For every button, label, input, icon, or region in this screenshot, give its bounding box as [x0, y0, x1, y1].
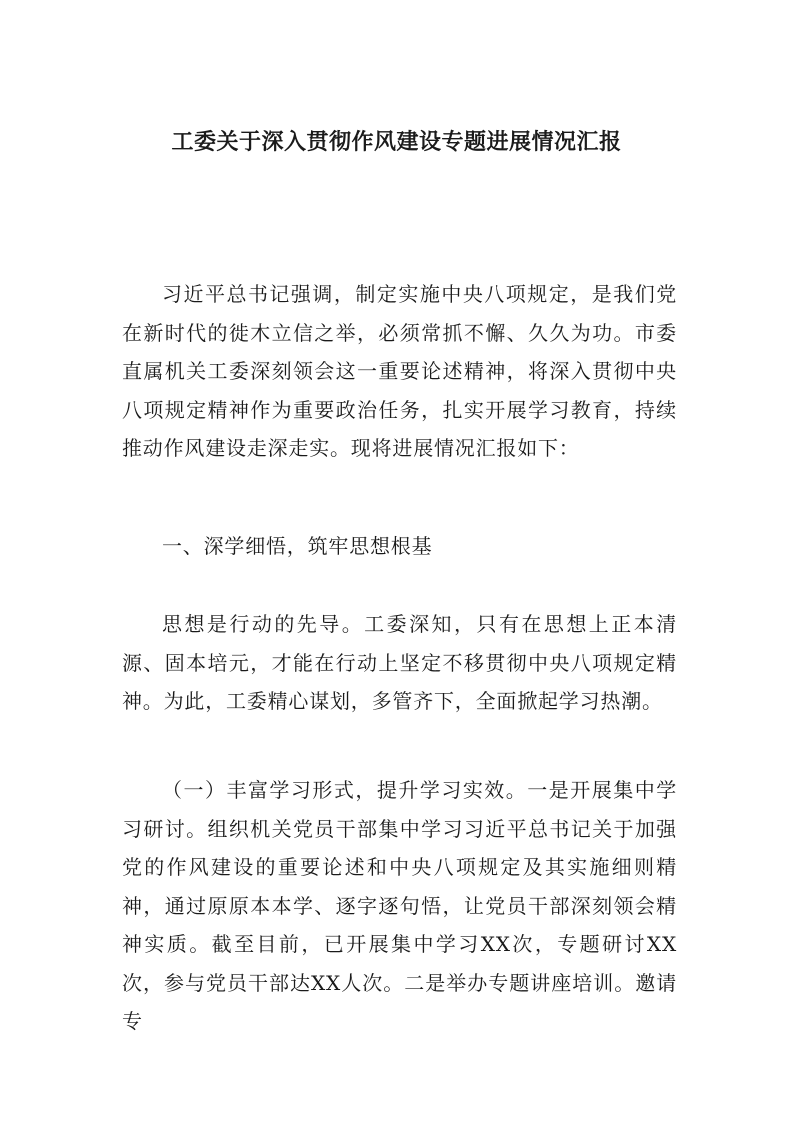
section-paragraph: 思想是行动的先导。工委深知，只有在思想上正本清源、固本培元，才能在行动上坚定不移贯彻中央八项规定精神。为此，工委精心谋划，多管齐下，全面掀起学习热潮。 — [122, 612, 677, 713]
document-title: 工委关于深入贯彻作风建设专题进展情况汇报 — [171, 130, 622, 155]
section-heading: 一、深学细悟，筑牢思想根基 — [162, 534, 433, 558]
intro-paragraph: 习近平总书记强调，制定实施中央八项规定，是我们党在新时代的徙木立信之举，必须常抓不懈、久久为功。市委直属机关工委深刻领会这一重要论述精神，将深入贯彻中央八项规定精神作为重要政治任务，扎实开展学习教育，持续推动作风建设走深走实。现将进展情况汇报如下： — [122, 282, 677, 460]
subsection-paragraph: （一）丰富学习形式，提升学习实效。一是开展集中学习研讨。组织机关党员干部集中学习习近平总书记关于加强党的作风建设的重要论述和中央八项规定及其实施细则精神，通过原原本本学、逐字逐句悟，让党员干部深刻领会精神实质。截至目前，已开展集中学习XX次，专题研讨XX次，参与党员干部达XX人次。二是举办专题讲座培训。邀请专 — [122, 778, 677, 1033]
